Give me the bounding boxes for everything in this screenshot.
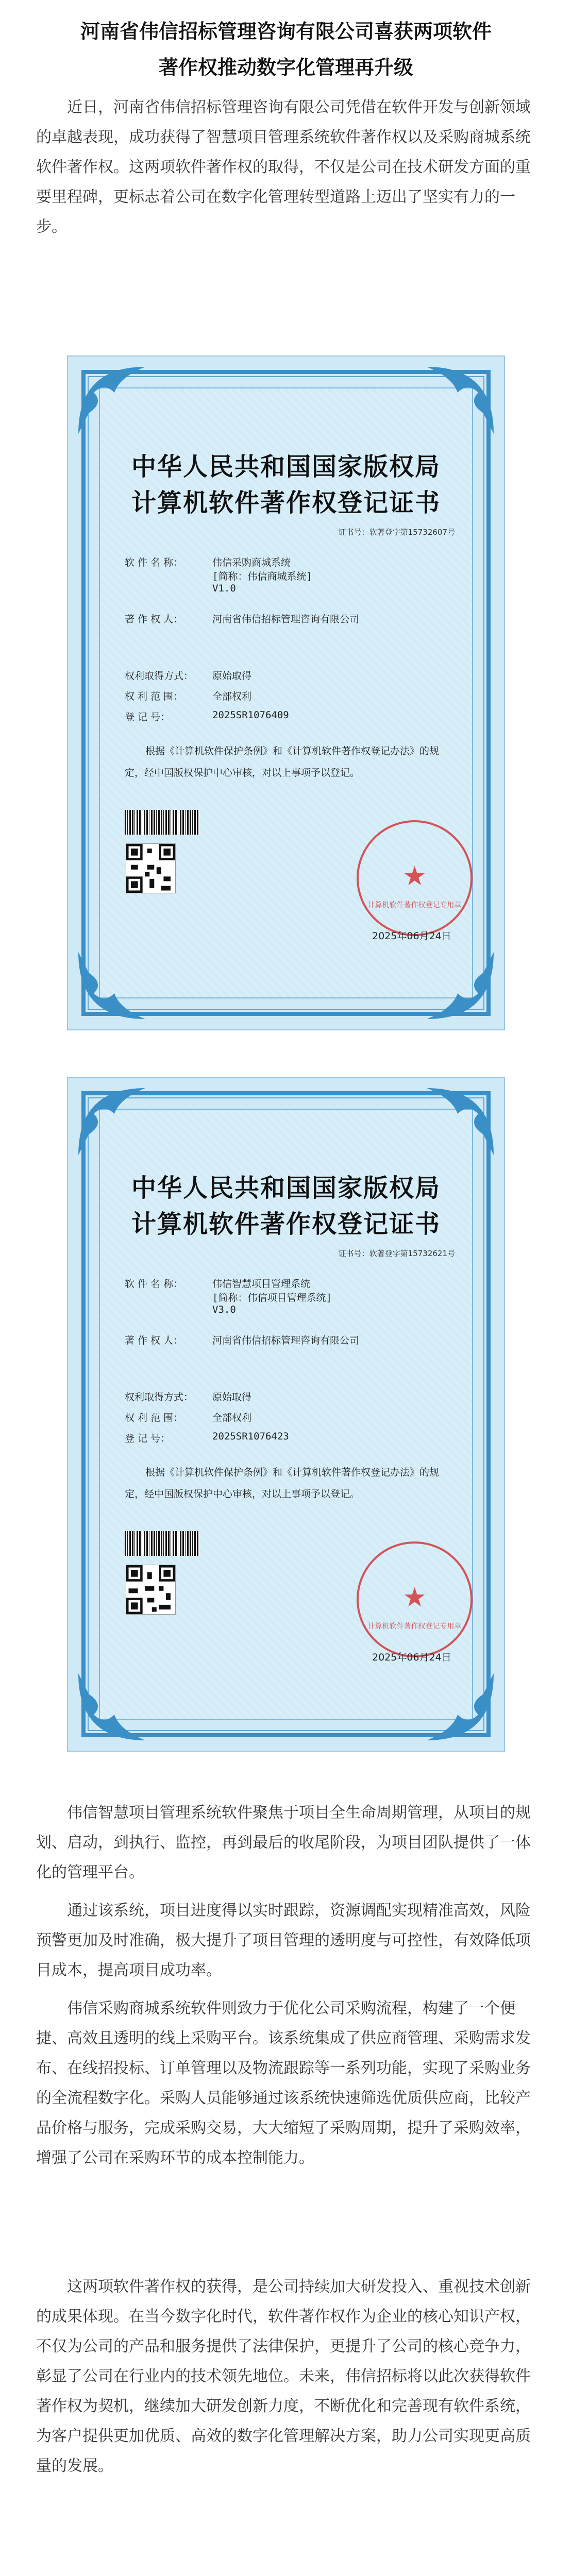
owner-label: 著 作 权 人： (125, 1335, 183, 1346)
scope-value: 全部权利 (212, 1412, 252, 1423)
qr-code-icon (126, 1565, 176, 1615)
owner-value: 河南省伟信招标管理咨询有限公司 (212, 1335, 360, 1346)
registration-number-value: 2025SR1076409 (212, 709, 289, 721)
issue-date: 2025年06月24日 (372, 1652, 451, 1663)
seal-text: 计算机软件著作权登记专用章 (367, 901, 462, 909)
certificate-title: 计算机软件著作权登记证书 (131, 1210, 441, 1239)
acquisition-value: 原始取得 (212, 670, 252, 682)
acquisition-label: 权利取得方式： (125, 670, 194, 682)
corner-ornament-icon (422, 1083, 499, 1160)
article-title-line2: 著作权推动数字化管理再升级 (158, 56, 413, 79)
registration-number-label: 登 记 号： (125, 1433, 171, 1444)
official-seal (357, 820, 473, 936)
issue-date: 2025年06月24日 (372, 930, 451, 942)
corner-ornament-icon (73, 362, 150, 439)
corner-ornament-icon (73, 947, 150, 1024)
corner-ornament-icon (422, 1668, 499, 1745)
software-name-label: 软 件 名 称： (125, 557, 183, 568)
software-short-name: [简称：伟信项目管理系统] (212, 1292, 332, 1303)
article-title-line1: 河南省伟信招标管理咨询有限公司喜获两项软件 (80, 20, 492, 43)
certificate-number: 证书号：软著登字第15732621号 (338, 1249, 455, 1258)
registration-number-value: 2025SR1076423 (212, 1431, 289, 1442)
intro-paragraph: 近日，河南省伟信招标管理咨询有限公司凭借在软件开发与创新领域的卓越表现，成功获得了智慧项目管理系统软件著作权以及采购商城系统软件著作权。这两项软件著作权的取得，不仅是公司在技术研发方面的重要里程碑，更标志着公司在数字化管理转型道路上迈出了坚实有力的一步。 (36, 98, 531, 236)
certificate-authority: 中华人民共和国国家版权局 (131, 452, 441, 481)
certificate-1 (67, 355, 505, 1030)
acquisition-label: 权利取得方式： (125, 1392, 194, 1403)
barcode-icon (125, 1531, 199, 1556)
software-name-label: 软 件 名 称： (125, 1278, 183, 1290)
certificate-number: 证书号：软著登字第15732607号 (338, 528, 455, 537)
corner-ornament-icon (422, 947, 499, 1024)
star-icon: ★ (402, 861, 427, 892)
registration-note: 根据《计算机软件保护条例》和《计算机软件著作权登记办法》的规定，经中国版权保护中心审核，对以上事项予以登记。 (125, 745, 440, 778)
corner-ornament-icon (73, 1668, 150, 1745)
acquisition-value: 原始取得 (212, 1392, 252, 1403)
software-short-name: [简称：伟信商城系统] (212, 571, 312, 582)
qr-code-icon (126, 843, 176, 893)
paragraph-system-benefits: 通过该系统，项目进度得以实时跟踪，资源调配实现精准高效，风险预警更加及时准确，极大提升了项目管理的透明度与可控性，有效降低项目成本，提高项目成功率。 (36, 1902, 531, 1979)
barcode-icon (125, 810, 199, 835)
corner-ornament-icon (422, 362, 499, 439)
software-version: V3.0 (212, 1304, 236, 1315)
paragraph-procurement-system: 伟信采购商城系统软件则致力于优化公司采购流程，构建了一个便捷、高效且透明的线上采购平台。该系统集成了供应商管理、采购需求发布、在线招投标、订单管理以及物流跟踪等一系列功能，实现了采购业务的全流程数字化。采购人员能够通过该系统快速筛选优质供应商，比较产品价格与服务，完成采购交易，大大缩短了采购周期，提升了采购效率，增强了公司在采购环节的成本控制能力。 (36, 1999, 531, 2167)
registration-note: 根据《计算机软件保护条例》和《计算机软件著作权登记办法》的规定，经中国版权保护中心审核，对以上事项予以登记。 (125, 1467, 440, 1500)
corner-ornament-icon (73, 1083, 150, 1160)
software-name-value: 伟信智慧项目管理系统 (212, 1278, 311, 1290)
seal-text: 计算机软件著作权登记专用章 (367, 1622, 462, 1631)
owner-label: 著 作 权 人： (125, 614, 183, 625)
star-icon: ★ (402, 1582, 427, 1613)
paragraph-conclusion: 这两项软件著作权的获得，是公司持续加大研发投入、重视技术创新的成果体现。在当今数字化时代，软件著作权作为企业的核心知识产权，不仅为公司的产品和服务提供了法律保护，更提升了公司的核心竞争力，彰显了公司在行业内的技术领先地位。未来，伟信招标将以此次获得软件著作权为契机，继续加大研发创新力度，不断优化和完善现有软件系统，为客户提供更加优质、高效的数字化管理解决方案，助力公司实现更高质量的发展。 (36, 2278, 531, 2475)
certificate-2 (67, 1077, 505, 1752)
paragraph-project-system: 伟信智慧项目管理系统软件聚焦于项目全生命周期管理，从项目的规划、启动，到执行、监控，再到最后的收尾阶段，为项目团队提供了一体化的管理平台。 (36, 1804, 531, 1882)
registration-number-label: 登 记 号： (125, 711, 171, 723)
certificate-authority: 中华人民共和国国家版权局 (131, 1174, 441, 1202)
software-version: V1.0 (212, 583, 236, 594)
scope-value: 全部权利 (212, 691, 252, 702)
official-seal (357, 1541, 473, 1657)
owner-value: 河南省伟信招标管理咨询有限公司 (212, 614, 360, 625)
software-name-value: 伟信采购商城系统 (212, 557, 291, 568)
certificate-title: 计算机软件著作权登记证书 (131, 488, 441, 517)
scope-label: 权 利 范 围： (125, 1412, 183, 1423)
scope-label: 权 利 范 围： (125, 691, 183, 702)
